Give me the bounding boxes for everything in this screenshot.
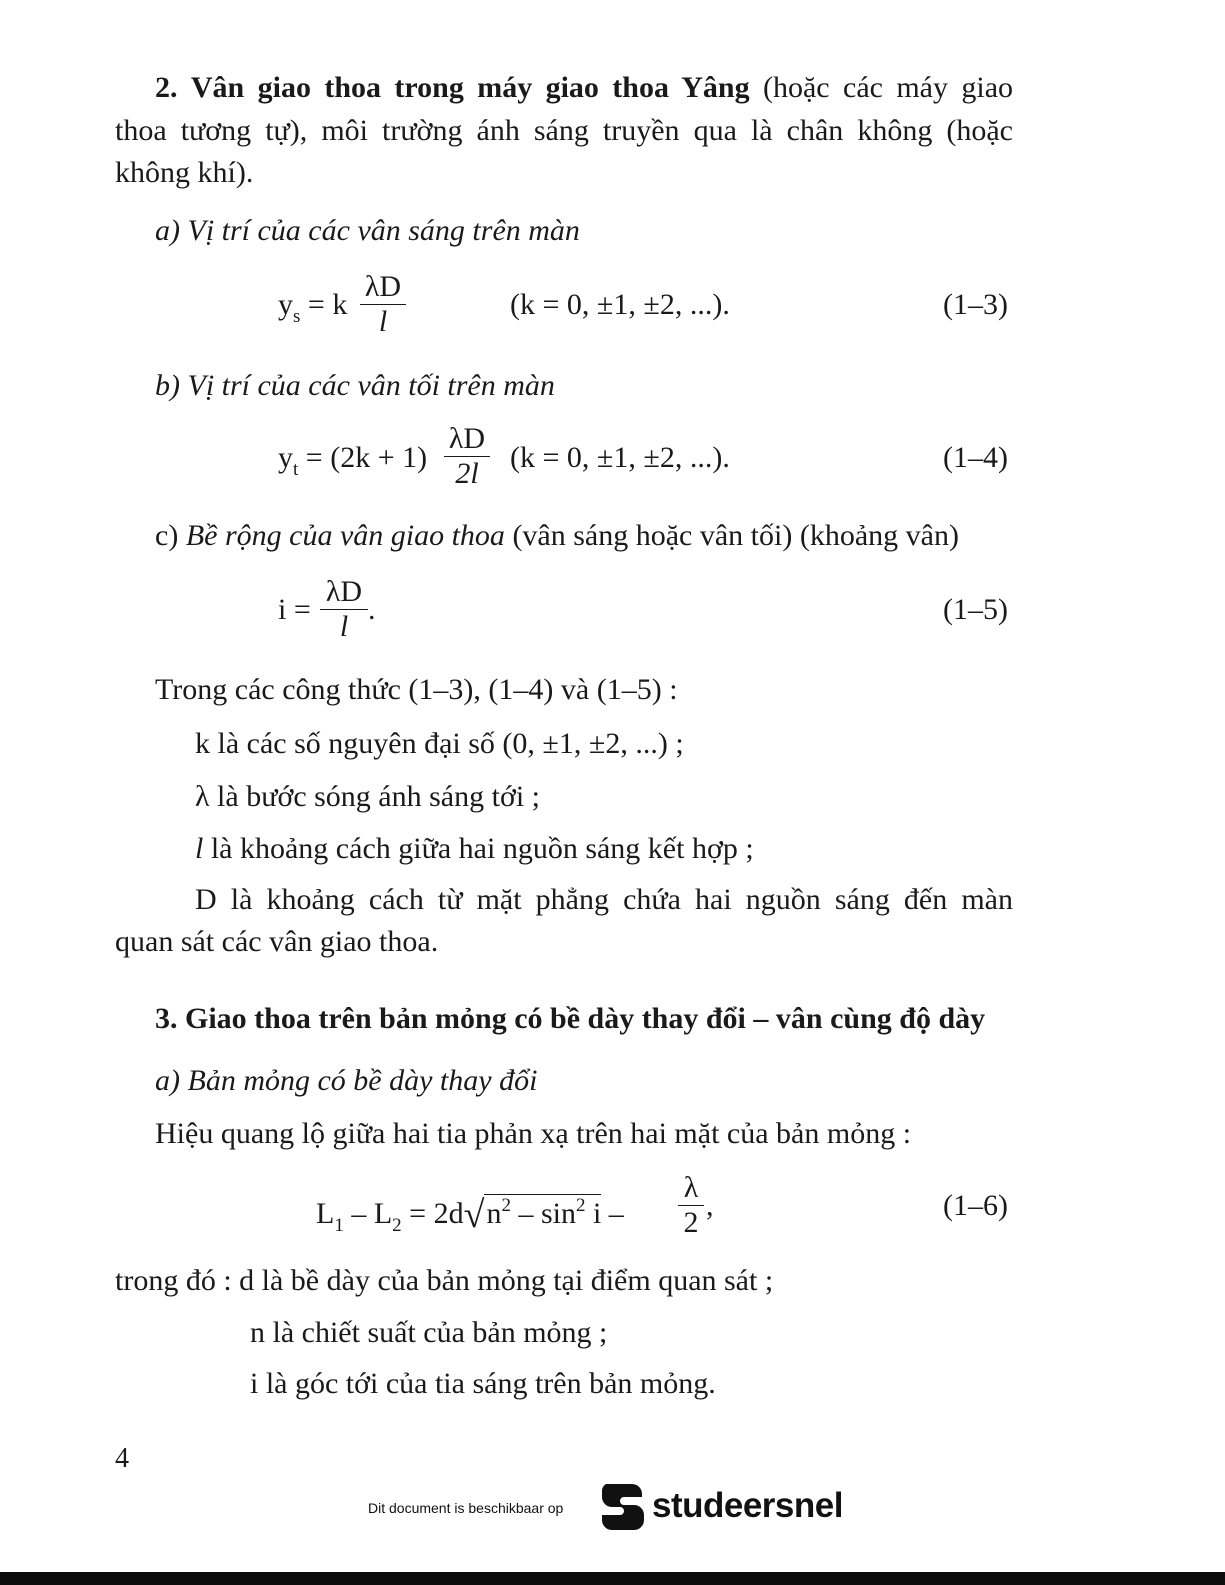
equation-1-6 bbox=[316, 1189, 624, 1236]
section2-heading-line bbox=[155, 70, 1013, 106]
note-D-line2: quan sát các vân giao thoa. bbox=[115, 925, 439, 958]
eq16-exp2: 2 bbox=[575, 1195, 586, 1216]
eq13-numerator: λD bbox=[360, 270, 406, 305]
equation-1-4 bbox=[278, 441, 428, 480]
c-heading-italic: Bề rộng của vân giao thoa bbox=[185, 519, 505, 552]
eq16-denominator: 2 bbox=[683, 1206, 699, 1239]
eq13-denominator: l bbox=[378, 305, 388, 338]
eq14-denominator: 2l bbox=[455, 457, 479, 490]
eq13-lhs: y bbox=[278, 288, 293, 321]
eq16-sin: – sin bbox=[510, 1197, 576, 1230]
studeersnel-brand-name[interactable]: studeersnel bbox=[652, 1486, 843, 1525]
eq16-radicand bbox=[484, 1194, 601, 1230]
section3-intro: Hiệu quang lộ giữa hai tia phản xạ trên hai mặt của bản mỏng : bbox=[155, 1117, 912, 1150]
eq14-lhs: y bbox=[278, 441, 293, 474]
eq14-lhs-sub: t bbox=[293, 459, 299, 480]
eq14-equals: = (2k + 1) bbox=[298, 441, 428, 474]
section2-line2: thoa tương tự), môi trường ánh sáng truyền qua là chân không (hoặc bbox=[115, 114, 1013, 147]
eq15-tail: . bbox=[368, 593, 376, 626]
eq16-L2: L bbox=[373, 1197, 393, 1230]
eq16-n: n bbox=[486, 1197, 502, 1230]
eq14-condition: (k = 0, ±1, ±2, ...). bbox=[510, 441, 730, 474]
eq16-exp1: 2 bbox=[501, 1195, 511, 1216]
eq13-tag: (1–3) bbox=[943, 288, 1008, 321]
studeersnel-logo-icon bbox=[598, 1480, 648, 1532]
eq16-radical bbox=[463, 1189, 602, 1236]
c-heading-rest: (vân sáng hoặc vân tối) (khoảng vân) bbox=[504, 519, 959, 552]
eq15-tag: (1–5) bbox=[943, 593, 1008, 626]
note-l bbox=[195, 831, 754, 867]
eq16-L2-sub: 2 bbox=[392, 1215, 402, 1236]
note-intro: Trong các công thức (1–3), (1–4) và (1–5) : bbox=[155, 673, 678, 706]
section2-b-heading: b) Vị trí của các vân tối trên màn bbox=[155, 369, 555, 402]
page-number: 4 bbox=[115, 1443, 129, 1474]
where-d: trong đó : d là bề dày của bản mỏng tại điểm quan sát ; bbox=[115, 1264, 774, 1297]
eq15-denominator: l bbox=[339, 610, 349, 643]
eq14-fraction bbox=[444, 422, 490, 491]
eq16-tag: (1–6) bbox=[943, 1189, 1008, 1222]
note-l-symbol: l bbox=[195, 832, 204, 865]
c-label: c) bbox=[155, 519, 186, 552]
studeersnel-brand[interactable] bbox=[598, 1480, 843, 1532]
footer-availability-text: Dit document is beschikbaar op bbox=[368, 1500, 564, 1516]
eq16-numerator: λ bbox=[678, 1171, 704, 1206]
section2-c-heading bbox=[155, 518, 959, 554]
eq15-fraction bbox=[320, 575, 368, 644]
eq13-condition: (k = 0, ±1, ±2, ...). bbox=[510, 288, 730, 321]
eq13-fraction bbox=[360, 270, 406, 339]
eq16-minus: – bbox=[343, 1197, 374, 1230]
eq15-lhs: i = bbox=[278, 593, 311, 626]
where-n: n là chiết suất của bản mỏng ; bbox=[250, 1316, 608, 1349]
note-D-line1: D là khoảng cách từ mặt phẳng chứa hai nguồn sáng đến màn bbox=[195, 883, 1013, 916]
eq14-tag: (1–4) bbox=[943, 441, 1008, 474]
eq16-minus2: – bbox=[601, 1197, 624, 1230]
section2-line3: không khí). bbox=[115, 156, 254, 189]
equation-1-3 bbox=[278, 288, 348, 327]
eq16-fraction bbox=[678, 1171, 704, 1240]
where-i: i là góc tới của tia sáng trên bản mỏng. bbox=[250, 1367, 716, 1400]
section2-number: 2. bbox=[155, 71, 178, 104]
eq16-L1: L bbox=[316, 1197, 335, 1230]
eq16-equals: = 2d bbox=[401, 1197, 464, 1230]
eq15-numerator: λD bbox=[320, 575, 368, 610]
eq13-lhs-sub: s bbox=[293, 306, 301, 327]
section2-a-heading: a) Vị trí của các vân sáng trên màn bbox=[155, 214, 580, 247]
note-lambda: λ là bước sóng ánh sáng tới ; bbox=[195, 780, 540, 813]
eq16-tail: , bbox=[706, 1189, 714, 1222]
note-k: k là các số nguyên đại số (0, ±1, ±2, ...) ; bbox=[195, 727, 684, 760]
note-l-text: là khoảng cách giữa hai nguồn sáng kết hợp ; bbox=[203, 832, 754, 865]
eq13-equals: = k bbox=[300, 288, 348, 321]
section3-a-heading: a) Bản mỏng có bề dày thay đổi bbox=[155, 1064, 538, 1097]
eq16-L1-sub: 1 bbox=[334, 1215, 344, 1236]
section2-title: Vân giao thoa trong máy giao thoa Yâng bbox=[190, 71, 750, 104]
bottom-border-band bbox=[0, 1572, 1225, 1585]
eq14-numerator: λD bbox=[444, 422, 490, 457]
section2-title-rest: (hoặc các máy giao bbox=[763, 71, 1014, 104]
sqrt-icon: √ bbox=[463, 1194, 485, 1236]
section3-heading: 3. Giao thoa trên bản mỏng có bề dày thay đổi – vân cùng độ dày bbox=[155, 1002, 986, 1035]
eq16-i: i bbox=[585, 1197, 602, 1230]
